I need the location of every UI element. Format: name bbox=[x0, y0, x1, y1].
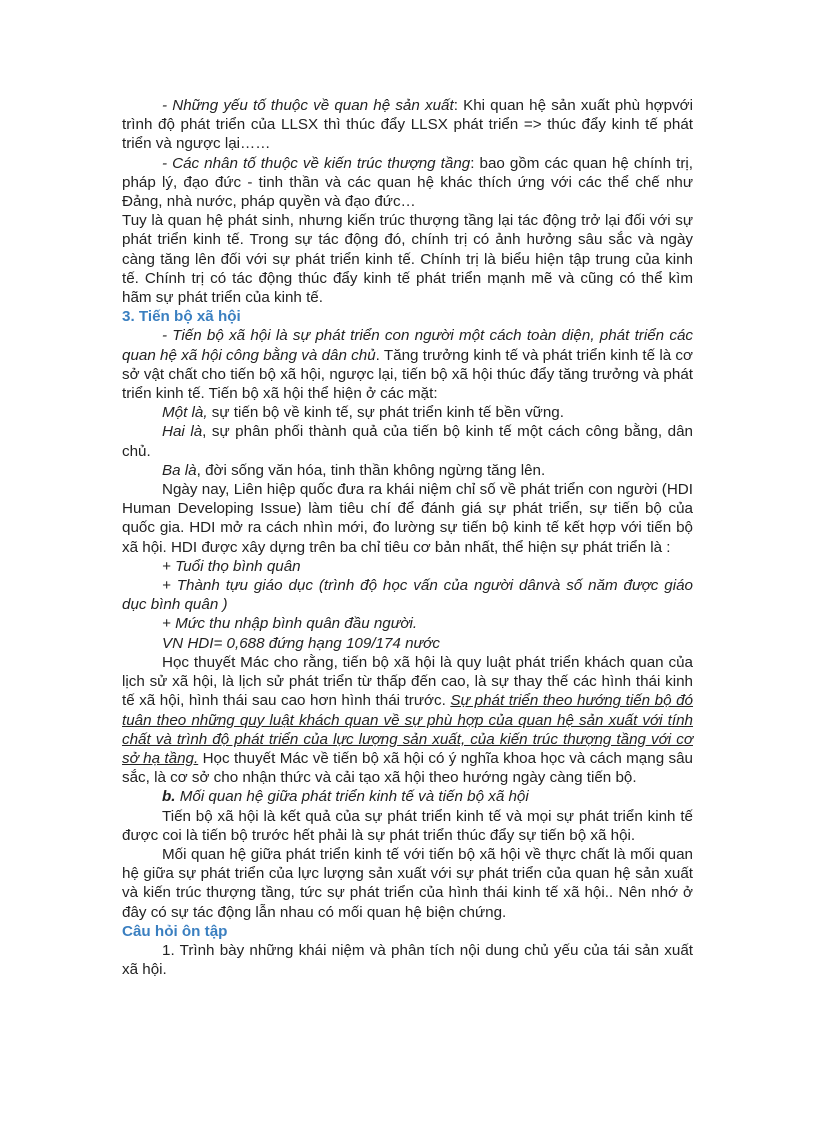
review-question-1: 1. Trình bày những khái niệm và phân tích nội dung chủ yếu của tái sản xuất xã hội. bbox=[122, 941, 693, 979]
section-heading-review-questions: Câu hỏi ôn tập bbox=[122, 922, 228, 940]
italic-lead: Ba là bbox=[162, 461, 197, 479]
paragraph-superstructure bbox=[122, 154, 693, 212]
paragraph-production-relations bbox=[122, 96, 693, 154]
paragraph-marx-theory bbox=[122, 653, 693, 787]
italic-lead: Một là, bbox=[162, 404, 208, 422]
paragraph-second-aspect bbox=[122, 422, 693, 460]
paragraph-text: sự tiến bộ về kinh tế, sự phát triển kinh tế bền vững. bbox=[207, 404, 564, 422]
paragraph-text: , sự phân phối thành quả của tiến bộ kinh tế một cách công bằng, dân chủ. bbox=[122, 423, 693, 460]
paragraph-text: , đời sống văn hóa, tinh thần không ngừng tăng lên. bbox=[196, 461, 546, 479]
subsection-heading-relationship bbox=[122, 787, 693, 806]
document-page bbox=[122, 96, 693, 979]
paragraph-first-aspect bbox=[122, 403, 693, 422]
italic-lead: - Những yếu tố thuộc về quan hệ sản xuất bbox=[162, 97, 454, 114]
paragraph-text: : Khi quan hệ sản xuất phù hợpvới trình độ phát triển của LLSX thì thúc đẩy LLSX phát triển => thúc đẩy kinh tế phát triển và ngược lại…… bbox=[122, 97, 693, 153]
hdi-vietnam-value: VN HDI= 0,688 đứng hạng 109/174 nước bbox=[162, 634, 440, 652]
paragraph-hdi: Ngày nay, Liên hiệp quốc đưa ra khái niệm chỉ số về phát triển con người (HDI Human Developing Issue) làm tiêu chí để đánh giá sự phát triển, sự tiến bộ của quốc gia. HDI mở ra cách nhìn mới, đo lường sự tiến bộ kinh tế kết hợp với tiến bộ xã hội. HDI được xây dựng trên ba chỉ tiêu cơ bản nhất, thể hiện sự phát triển là : bbox=[122, 481, 693, 556]
paragraph-third-aspect bbox=[122, 461, 693, 480]
paragraph-text-tail: Học thuyết Mác về tiến bộ xã hội có ý nghĩa khoa học và cách mạng sâu sắc, là cơ sở cho nhận thức và cải tạo xã hội theo hướng ngày càng tiến bộ. bbox=[122, 749, 693, 787]
italic-lead: Hai là bbox=[162, 423, 203, 441]
subsection-label: b. bbox=[162, 788, 176, 806]
paragraph-text: : bao gồm các quan hệ chính trị, pháp lý, đạo đức - tinh thần và các quan hệ khác thích ứng với các thể chế như Đảng, nhà nước, pháp quyền và đạo đức… bbox=[122, 154, 693, 211]
hdi-item-life-expectancy: + Tuổi thọ bình quân bbox=[162, 557, 301, 575]
section-heading-social-progress: 3. Tiến bộ xã hội bbox=[122, 308, 241, 326]
paragraph-social-progress-definition bbox=[122, 326, 693, 403]
hdi-item-income: + Mức thu nhập bình quân đầu người. bbox=[162, 615, 418, 633]
subsection-title: Mối quan hệ giữa phát triển kinh tế và tiến bộ xã hội bbox=[175, 788, 529, 806]
paragraph-relationship-essence: Mối quan hệ giữa phát triển kinh tế với tiến bộ xã hội về thực chất là mối quan hệ giữa sự phát triển của lực lượng sản xuất với sự phát triển của quan hệ sản xuất và kiến trúc thượng tầng, tức sự phát triển của hình thái kinh tế xã hội.. Nên nhớ ở đây có sự tác động lẫn nhau có mối quan hệ biện chứng. bbox=[122, 845, 693, 921]
paragraph-text: Học thuyết Mác cho rằng, tiến bộ xã hội là quy luật phát triển khách quan của lịch sử xã hội, là lịch sử phát triển từ thấp đến cao, là sự thay thế các hình thái kinh tế xã hội, hình thái sau cao hơn hình thái trước. bbox=[122, 653, 693, 710]
italic-definition: - Tiến bộ xã hội là sự phát triển con người một cách toàn diện, phát triển các quan hệ xã hội công bằng và dân chủ bbox=[122, 327, 693, 364]
italic-lead: - Các nhân tố thuộc về kiến trúc thượng tầng bbox=[162, 154, 471, 172]
italic-underlined-text: Sự phát triển theo hướng tiến bộ đó tuân theo những quy luật khách quan về sự phù hợp của quan hệ sản xuất với tính chất và trình độ phát triển của lực lượng sản xuất, của kiến trúc thượng tầng với cơ sở hạ tầng. bbox=[122, 692, 694, 767]
paragraph-politics: Tuy là quan hệ phát sinh, nhưng kiến trúc thượng tầng lại tác động trở lại đối với sự phát triển kinh tế. Trong sự tác động đó, chính trị có ảnh hưởng sâu sắc và ngày càng tăng lên đối với sự phát triển kinh tế. Chính trị là biểu hiện tập trung của kinh tế. Chính trị có tác động thúc đẩy kinh tế phát triển mạnh mẽ và cũng có thể kìm hãm sự phát triển của kinh tế. bbox=[122, 212, 693, 307]
paragraph-progress-result: Tiến bộ xã hội là kết quả của sự phát triển kinh tế và mọi sự phát triển kinh tế được coi là tiến bộ trước hết phải là sự phát triển thúc đẩy sự tiến bộ xã hội. bbox=[122, 807, 693, 844]
hdi-item-education: + Thành tựu giáo dục (trình độ học vấn của người dânvà số năm được giáo dục bình quân ) bbox=[122, 577, 693, 614]
paragraph-text: . Tăng trưởng kinh tế và phát triển kinh tế là cơ sở vật chất cho tiến bộ xã hội, ngược lại, tiến bộ xã hội thúc đẩy tăng trưởng và phát triển kinh tế. Tiến bộ xã hội thể hiện ở các mặt: bbox=[122, 346, 693, 403]
